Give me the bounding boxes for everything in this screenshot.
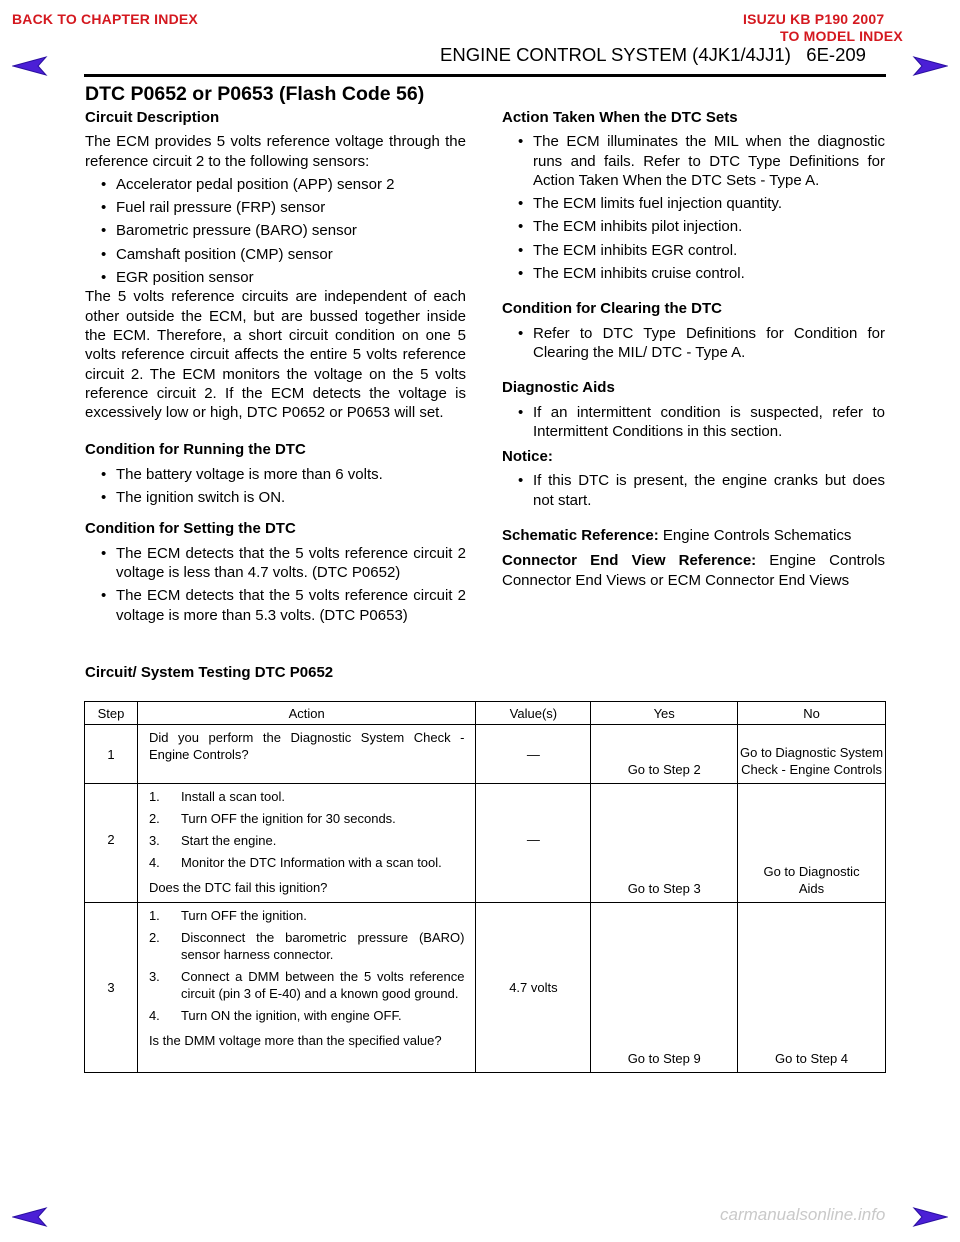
page-heading: DTC P0652 or P0653 (Flash Code 56) bbox=[85, 83, 425, 105]
step-number: 2 bbox=[85, 784, 138, 903]
step-yes: Go to Step 2 bbox=[591, 725, 738, 784]
running-condition-heading: Condition for Running the DTC bbox=[85, 441, 306, 459]
running-condition-list bbox=[85, 465, 466, 508]
action-taken-heading: Action Taken When the DTC Sets bbox=[502, 109, 738, 126]
circuit-description-text-2: The 5 volts reference circuits are independent of each other outside the ECM, but are bussed together inside the ECM. Therefore, a short circuit condition on one 5 volts reference circuit affects the entire 5 volts reference circuit 2. The ECM monitors the voltage on the 5 volts reference circuit 2. If the ECM detects the voltage is excessively low or high, DTC P0652 or P0653 will set. bbox=[85, 288, 466, 422]
step-value: — bbox=[476, 725, 591, 784]
list-item: • The ECM inhibits EGR control. bbox=[502, 241, 885, 260]
schematic-reference bbox=[502, 526, 885, 545]
list-item: • Accelerator pedal position (APP) sensor 2 bbox=[85, 175, 466, 194]
list-item: • The ECM inhibits pilot injection. bbox=[502, 217, 885, 236]
step-number: 1 bbox=[85, 725, 138, 784]
setting-condition-list bbox=[85, 544, 466, 625]
header-action: Action bbox=[137, 702, 476, 725]
list-item: • The ECM limits fuel injection quantity. bbox=[502, 194, 885, 213]
back-to-chapter-index-link[interactable]: BACK TO CHAPTER INDEX bbox=[12, 11, 198, 27]
connector-reference-label: Connector End View Reference: bbox=[502, 552, 757, 570]
step-action bbox=[137, 903, 476, 1073]
sensor-list bbox=[85, 175, 466, 287]
action-item: 4. Monitor the DTC Information with a scan tool. bbox=[148, 855, 442, 870]
circuit-description-heading: Circuit Description bbox=[85, 109, 220, 126]
model-name: ISUZU KB P190 2007 bbox=[743, 11, 885, 27]
list-item: • Refer to DTC Type Definitions for Condition for Clearing the MIL/ DTC - Type A. bbox=[502, 324, 885, 363]
action-item: 1. Turn OFF the ignition. bbox=[148, 908, 307, 923]
header-step: Step bbox=[85, 702, 138, 725]
table-row bbox=[85, 725, 886, 784]
action-item: 3. Start the engine. bbox=[148, 833, 277, 848]
header-yes: Yes bbox=[591, 702, 738, 725]
list-item: • Fuel rail pressure (FRP) sensor bbox=[85, 198, 466, 217]
diagnostic-aids-list bbox=[502, 403, 885, 442]
step-no: Go to Diagnostic System Check - Engine Controls bbox=[738, 725, 886, 784]
action-item: 2. Disconnect the barometric pressure (BARO) sensor harness connector. bbox=[148, 930, 465, 962]
action-item: 2. Turn OFF the ignition for 30 seconds. bbox=[148, 811, 396, 826]
table-row bbox=[85, 784, 886, 903]
list-item: • Barometric pressure (BARO) sensor bbox=[85, 221, 466, 240]
header-values: Value(s) bbox=[476, 702, 591, 725]
step-value: 4.7 volts bbox=[476, 903, 591, 1073]
table-header-row bbox=[85, 702, 886, 725]
schematic-reference-label: Schematic Reference: bbox=[502, 527, 659, 545]
previous-page-arrow-icon[interactable] bbox=[12, 56, 52, 76]
step-no: Go to Diagnostic Aids bbox=[738, 784, 886, 903]
page-header-title: ENGINE CONTROL SYSTEM (4JK1/4JJ1) 6E-209 bbox=[440, 44, 866, 65]
step-question: Did you perform the Diagnostic System Check - Engine Controls? bbox=[148, 730, 465, 762]
list-item: • If this DTC is present, the engine cranks but does not start. bbox=[502, 471, 885, 510]
left-column bbox=[85, 108, 466, 629]
circuit-description-text: The ECM provides 5 volts reference voltage through the reference circuit 2 to the following sensors: bbox=[85, 133, 466, 170]
step-number: 3 bbox=[85, 903, 138, 1073]
action-item: 4. Turn ON the ignition, with engine OFF. bbox=[148, 1008, 402, 1023]
list-item: • The ECM detects that the 5 volts reference circuit 2 voltage is less than 4.7 volts. (DTC P0652) bbox=[85, 544, 466, 583]
list-item: • The battery voltage is more than 6 volts. bbox=[85, 465, 466, 484]
header-rule bbox=[84, 74, 886, 77]
connector-reference-value: Engine Controls Connector End Views or ECM Connector End Views bbox=[502, 552, 885, 589]
action-taken-list bbox=[502, 132, 885, 283]
table-caption: Circuit/ System Testing DTC P0652 bbox=[85, 664, 334, 681]
step-action bbox=[137, 784, 476, 903]
step-value: — bbox=[476, 784, 591, 903]
header-no: No bbox=[738, 702, 886, 725]
schematic-reference-value: Engine Controls Schematics bbox=[658, 527, 852, 545]
next-page-arrow-icon-bottom[interactable] bbox=[908, 1207, 948, 1227]
list-item: • EGR position sensor bbox=[85, 268, 466, 287]
step-yes: Go to Step 3 bbox=[591, 784, 738, 903]
notice-heading: Notice: bbox=[502, 448, 553, 466]
diagnostic-aids-heading: Diagnostic Aids bbox=[502, 379, 615, 397]
to-model-index-link[interactable]: TO MODEL INDEX bbox=[780, 28, 903, 44]
list-item: • The ECM inhibits cruise control. bbox=[502, 264, 885, 283]
notice-list bbox=[502, 471, 885, 510]
watermark: carmanualsonline.info bbox=[720, 1205, 886, 1224]
step-no: Go to Step 4 bbox=[738, 903, 886, 1073]
table-row bbox=[85, 903, 886, 1073]
step-question: Is the DMM voltage more than the specified value? bbox=[148, 1033, 442, 1048]
clearing-condition-heading: Condition for Clearing the DTC bbox=[502, 300, 722, 318]
step-action bbox=[137, 725, 476, 784]
step-question: Does the DTC fail this ignition? bbox=[148, 880, 328, 895]
next-page-arrow-icon[interactable] bbox=[908, 56, 948, 76]
diagnostic-steps-table bbox=[84, 701, 886, 1073]
action-item: 1. Install a scan tool. bbox=[148, 789, 285, 804]
step-yes: Go to Step 9 bbox=[591, 903, 738, 1073]
action-item: 3. Connect a DMM between the 5 volts reference circuit (pin 3 of E-40) and a known good ground. bbox=[148, 969, 465, 1001]
list-item: • The ECM illuminates the MIL when the diagnostic runs and fails. Refer to DTC Type Definitions for Action Taken When the DTC Sets - Type A. bbox=[502, 132, 885, 190]
clearing-condition-list bbox=[502, 324, 885, 363]
list-item: • The ECM detects that the 5 volts reference circuit 2 voltage is more than 5.3 volts. (DTC P0653) bbox=[85, 586, 466, 625]
list-item: • If an intermittent condition is suspected, refer to Intermittent Conditions in this section. bbox=[502, 403, 885, 442]
setting-condition-heading: Condition for Setting the DTC bbox=[85, 520, 296, 538]
list-item: • Camshaft position (CMP) sensor bbox=[85, 245, 466, 264]
list-item: • The ignition switch is ON. bbox=[85, 488, 466, 507]
right-column bbox=[502, 108, 885, 594]
connector-reference bbox=[502, 551, 885, 590]
previous-page-arrow-icon-bottom[interactable] bbox=[12, 1207, 52, 1227]
